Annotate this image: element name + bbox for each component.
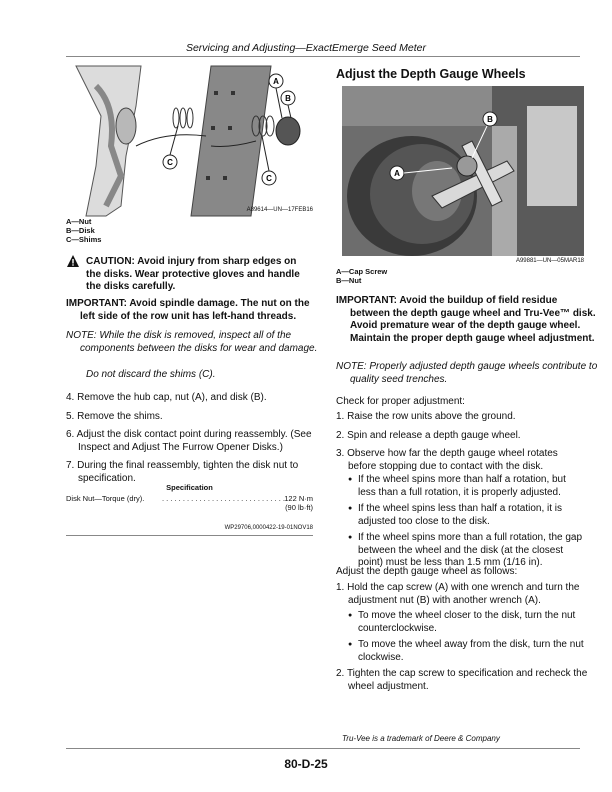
adjust-step-1: 1. Hold the cap screw (A) with one wrench and turn the adjustment nut (B) with another wrench (A).	[336, 582, 580, 606]
figure-legend-left	[66, 217, 101, 244]
adjust-bullets	[336, 610, 584, 668]
legend-c: C—Shims	[66, 235, 102, 244]
note-quality: NOTE: Properly adjusted depth gauge wheels contribute to quality seed trenches.	[336, 361, 598, 385]
figure-id-right: A99881—UN—05MAR18	[515, 258, 584, 264]
removal-steps	[66, 392, 313, 491]
adjust-intro: Adjust the depth gauge wheel as follows:	[336, 566, 518, 577]
step-7: 7. During the final reassembly, tighten the disk nut to specification.	[66, 460, 299, 484]
note-shims: Do not discard the shims (C).	[86, 369, 216, 380]
step-6: 6. Adjust the disk contact point during reassembly. (See Inspect and Adjust The Furrow Opener Disks.)	[66, 429, 312, 453]
spec-item: Disk Nut—Torque (dry).	[66, 494, 145, 503]
spec-leader: . . . . . . . . . . . . . . . . . . . . . . . . . . . . . .	[162, 494, 285, 503]
adjust-bullet-2: ● To move the wheel away from the disk, turn the nut clockwise.	[336, 639, 584, 664]
note-inspect: NOTE: While the disk is removed, inspect all of the components between the disks for wear and damage.	[66, 330, 318, 354]
spec-row	[66, 494, 313, 503]
callout-b-right: B	[487, 115, 493, 124]
adjust-step-2: 2. Tighten the cap screw to specification and recheck the wheel adjustment.	[336, 668, 588, 692]
check-step-2: 2. Spin and release a depth gauge wheel.	[336, 429, 521, 441]
header-rule	[66, 56, 580, 57]
check-step-1: 1. Raise the row units above the ground.	[336, 411, 516, 422]
callout-a-left: A	[273, 77, 279, 86]
check-bullets	[336, 474, 584, 574]
step-4: 4. Remove the hub cap, nut (A), and disk (B).	[66, 392, 267, 403]
spec-heading: Specification	[166, 483, 213, 492]
spec-value: 122 N·m	[284, 494, 313, 503]
important-residue: IMPORTANT: Avoid the buildup of field residue between the depth gauge wheel and Tru-Vee™ disk. Avoid premature wear of the depth gauge wheel. Maintain the proper depth gauge wheel adjustment.	[336, 295, 596, 344]
spec-value-imperial: (90 lb·ft)	[285, 503, 313, 512]
section-title: Adjust the Depth Gauge Wheels	[336, 67, 526, 81]
callout-c1-left: C	[167, 158, 173, 167]
legend-a: A—Nut	[66, 217, 92, 226]
page-number: 80-D-25	[284, 757, 328, 771]
adjust-bullet-1: ● To move the wheel closer to the disk, turn the nut counterclockwise.	[336, 610, 584, 635]
callout-b-left: B	[285, 94, 291, 103]
disk-exploded-figure	[66, 66, 313, 216]
check-steps	[336, 411, 584, 479]
check-bullet-2: ● If the wheel spins less than half a rotation, it is adjusted too close to the disk.	[336, 503, 584, 528]
trademark-note: Tru-Vee is a trademark of Deere & Company	[342, 734, 500, 743]
legend-b: B—Disk	[66, 226, 95, 235]
callout-c2-left: C	[266, 174, 272, 183]
figure-legend-right	[336, 267, 387, 285]
caution-text: CAUTION: Avoid injury from sharp edges on the disks. Wear protective gloves and handle the disks carefully.	[86, 256, 300, 292]
depth-gauge-figure	[342, 86, 584, 256]
page-header: Servicing and Adjusting—ExactEmerge Seed Meter	[185, 42, 427, 54]
figure-id-left: A89614—UN—17FEB16	[246, 207, 313, 213]
legend-nut: B—Nut	[336, 276, 362, 285]
important-spindle: IMPORTANT: Avoid spindle damage. The nut on the left side of the row unit has left-hand threads.	[66, 298, 310, 322]
check-bullet-3: ● If the wheel spins more than a full rotation, the gap between the wheel and the disk (at the closest point) must be less than 1.5 mm (1/16 in).	[336, 532, 584, 570]
step-5: 5. Remove the shims.	[66, 410, 163, 422]
warning-icon	[66, 254, 80, 268]
callout-a-right: A	[394, 169, 400, 178]
check-intro: Check for proper adjustment:	[336, 396, 465, 407]
footer-rule	[66, 748, 580, 749]
check-step-3: 3. Observe how far the depth gauge wheel rotates before stopping due to contact with the disk.	[336, 448, 558, 472]
legend-cap-screw: A—Cap Screw	[336, 267, 388, 276]
doc-id: WP29706,0000422-19-01NOV18	[224, 525, 313, 531]
check-bullet-1: ● If the wheel spins more than half a rotation, but less than a full rotation, it is properly adjusted.	[336, 474, 584, 499]
section-rule-left	[66, 535, 313, 536]
